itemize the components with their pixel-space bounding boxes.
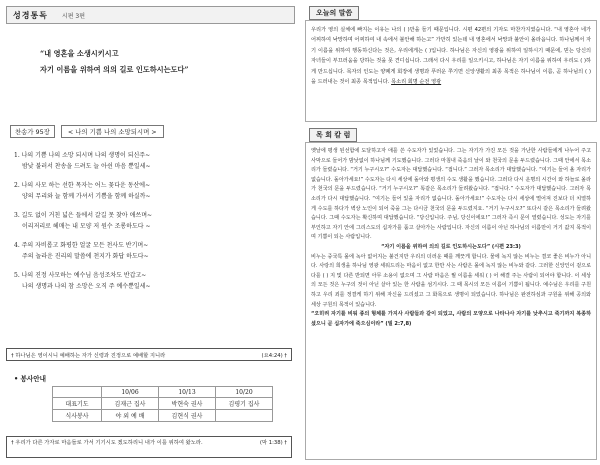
prayer-reference: (요4:24) † <box>261 352 287 359</box>
table-header-cell: 10/13 <box>159 387 216 398</box>
news-box <box>305 20 597 122</box>
hymn-verse-line: 3. 길도 없이 거친 넓은 들에서 갈길 못 찾아 애쓰며~ <box>14 212 153 219</box>
header-bar <box>6 6 295 24</box>
table-cell: 박현숙 권사 <box>159 398 216 410</box>
table-cell: 김현식 권사 <box>159 410 216 422</box>
hymn-verse-5 <box>14 270 294 292</box>
main-verse <box>40 46 280 78</box>
hymn-verse-line: 양의 무리와 늘 함께 가셔서 기쁨을 함께 하실까~ <box>22 193 151 200</box>
column-box <box>305 142 597 460</box>
hymn-number: 찬송가 95장 <box>10 125 55 138</box>
hymn-verse-3 <box>14 210 294 232</box>
column-quote: “자기 이름을 위하여 의의 길로 인도하시는도다” (시편 23:3) <box>381 243 521 250</box>
table-row <box>53 410 273 422</box>
hymn-verse-line: 밤낮 불러서 찬송을 드려도 늘 아쉰 마음 뿐일세~ <box>22 163 151 170</box>
service-title: • 봉사안내 <box>14 375 46 383</box>
table-row <box>53 398 273 410</box>
hymn-verse-line: 2. 나의 사모 하는 선한 목자는 어느 꽃다운 동산에~ <box>14 182 151 189</box>
column-paragraph: 옛날에 평생 된선함에 도달하고자 애를 쓴 수도자가 있었습니다. 그는 자기가 가진 모든 것을 가난한 사람들에게 나누어 주고 사막으로 들어가 밤낮없이 하나님께 기도했습니다. 그러다 마침내 죽음의 날이 와 천국의 문을 두드렸습니다. 그때 안에서 목소리가 들렸습니다. “거기 누구시오?” 수도자는 대답했습니다. “접니다.” 그러자 목소리가 대답했습니다. “여기는 들어 올 자리가 없습니다. 돌아가세요!” 수도자는 다시 세상에 돌아와 평생의 수도 생활을 했습니다. 그러다 다시 운명의 시간이 와 하늘로 올라가 천국의 문을 두드렸습니다. “거기 누구시오?” 똑같은 목소리가 들려왔습니다. “접니다.” 수도자가 대답했습니다. 그러자 목소리가 다시 대답했습니다. “여기는 들어 있을 자리가 없습니다. 돌아가세요!” 수도자는 다시 세상에 떨어져 진보다 더 치열하게 수도를 하다가 벽상 노인이 되어 죽을 그는 다시금 천국의 문을 두드렸지요. “거기 누구시오?” 또다시 같은 목소리가 들려왔습니다. 그때 수도자는 확신하며 대답했습니다. “당신입니다. 주님, 당신이에요!” 그러자 즉시 문이 열렸습니다. 성도는 자기를 부인하고 자기 안에 그리스도의 십자가를 품고 살아가는 사람입니다. 자신의 이름이 아닌 하나님의 이름만이 거기 값지 목적이며 기쁨이 되는 사람입니다. <box>311 148 591 241</box>
prayer-text: † 하나님은 영이시니 예배하는 자가 신령과 진정으로 예배할 지니라 <box>11 352 166 359</box>
hymn-verse-line: 1. 나의 기쁨 나의 소망 되시며 나의 생명이 되신주~ <box>14 152 151 159</box>
table-cell <box>216 410 273 422</box>
header-subtitle: 시편 3편 <box>61 12 86 20</box>
column-paragraph: 비누는 중국특 몰에 녹아 없어지는 불건지만 우리의 더러운 때를 깨끗게 합니다. 물에 녹지 않는 비누는 결코 좋은 비누가 아니다. 사랑의 희생을 하나님 영광 세워드리는 마음이 없고 한만 사는 사람은 몰에 녹지 않는 비누와 같다. 그러한 신앙인이 겉으로 다를 ( ) 지 및 다른 반되면 아무 소용이 없으며 그 사람 마음은 뭘 이름을 세워 ( ) 어 해결 주는 사람이 되어야 합니다. 이 세상의 모든 것은 누구의 것이 아닌 살아 있는 한 사람을 섬기시다. 그 때 목시의 모든 이름이 기쁨이 됩니다. 예수님은 우리를 구원하고 우리 죄를 정결케 하기 위해 자신을 드리셨고 그 화목으로 생명이 되었습니다. 하나님은 완전하심과 구원을 위해 공의와 세상 구원의 목적이 있습니다. <box>311 253 591 308</box>
header-title: 성경통독 <box>13 10 48 20</box>
right-column <box>305 0 600 465</box>
prayer-box <box>6 348 292 361</box>
news-body: 우리가 영의 실체에 빠지는 이유는 나의 ( )만을 들기 때문입니다. 시편 42편의 기자도 마찬가지였습니다. “내 영혼아 네가 어찌하여 낙망하며 어찌하여 내 속에서 불안해 하는고” 가만히 있는데 내 영혼에서 낙망과 불안이 올라옵니다. 하나님께서 자기 이름을 위하여 행동하신다는 것은, 우리에게는 ( )입니다. 하나님은 자신의 영광을 위하여 일하시기 때문에, 믿는 당신의 자녀들이 부끄러움을 당하는 것을 못 견디십니다. 그래서 다시 우리를 일으키시고, 하나님은 자기 이름을 위하여 우리도 ( )하게 만드십니다. 목자의 인도는 양떼게 회장에 생명과 푸러운 쭈기면 신앙생활의 최종 목적은 하나님이 이름, 곧 하나님의 ( )을 드러내는 것이 최종 목적입니다. <box>311 27 591 86</box>
hymn-verse-line: 주의 놀라운 진리의 말씀에 천지가 화답 하도다~ <box>22 253 149 260</box>
hymn-verse-1 <box>14 150 294 172</box>
table-header-cell: 10/06 <box>102 387 159 398</box>
table-header-row <box>53 387 273 398</box>
hymn-verse-line: 5. 나의 진정 사모하는 예수님 음성조차도 반갑고~ <box>14 272 147 279</box>
bottom-note-reference: (막 1:38) † <box>259 440 287 446</box>
hymn-verse-4 <box>14 240 294 262</box>
table-header-cell <box>53 387 102 398</box>
table-cell: 야 외 예 배 <box>102 410 159 422</box>
bottom-note <box>6 436 292 458</box>
service-table <box>52 386 273 422</box>
table-cell: 대표기도 <box>53 398 102 410</box>
hymn-title: < 나의 기쁨 나의 소망되시며 > <box>61 125 164 138</box>
hymn-verse-line: 4. 주의 자비롭고 화평한 얼굴 모든 천사도 반기며~ <box>14 242 149 249</box>
main-verse-line-1: “내 영혼을 소생시키시고 <box>40 49 119 58</box>
table-cell: 김평기 집사 <box>216 398 273 410</box>
hymn-verse-line: 이리저리로 헤매는 내 모양 저 원수 조롱하도다 ~ <box>22 223 151 230</box>
main-verse-line-2: 자기 이름을 위하여 의의 길로 인도하시는도다” <box>40 65 189 74</box>
hymn-verse-line: 나의 생명과 나의 참 소망은 오직 주 예수뿐일세~ <box>22 283 151 290</box>
table-cell: 식사봉사 <box>53 410 102 422</box>
column-quote: “오히려 자기를 비워 종의 형체를 가지사 사람들과 같이 되었고, 사람의 모양으로 나타나사 자기를 낮추시고 죽기까지 복종하셨으니 곧 십자가에 죽으심이라” (빌 2:7,8) <box>311 311 591 327</box>
hymn-verse-2 <box>14 180 294 202</box>
column-title: 목 회 칼 럼 <box>309 128 357 142</box>
hymn-header <box>10 124 270 138</box>
bottom-note-text: † 우리가 다른 가자로 마음들로 가서 기기시도 겠도하리니 내가 이를 위하여 왔노라. <box>11 440 203 446</box>
news-title: 오늘의 말씀 <box>309 6 359 20</box>
hymn-verses <box>14 150 294 300</box>
news-underlined-words: 목소리 회명 순전 영광 <box>391 79 442 86</box>
table-cell: 김재근 집사 <box>102 398 159 410</box>
table-header-cell: 10/20 <box>216 387 273 398</box>
